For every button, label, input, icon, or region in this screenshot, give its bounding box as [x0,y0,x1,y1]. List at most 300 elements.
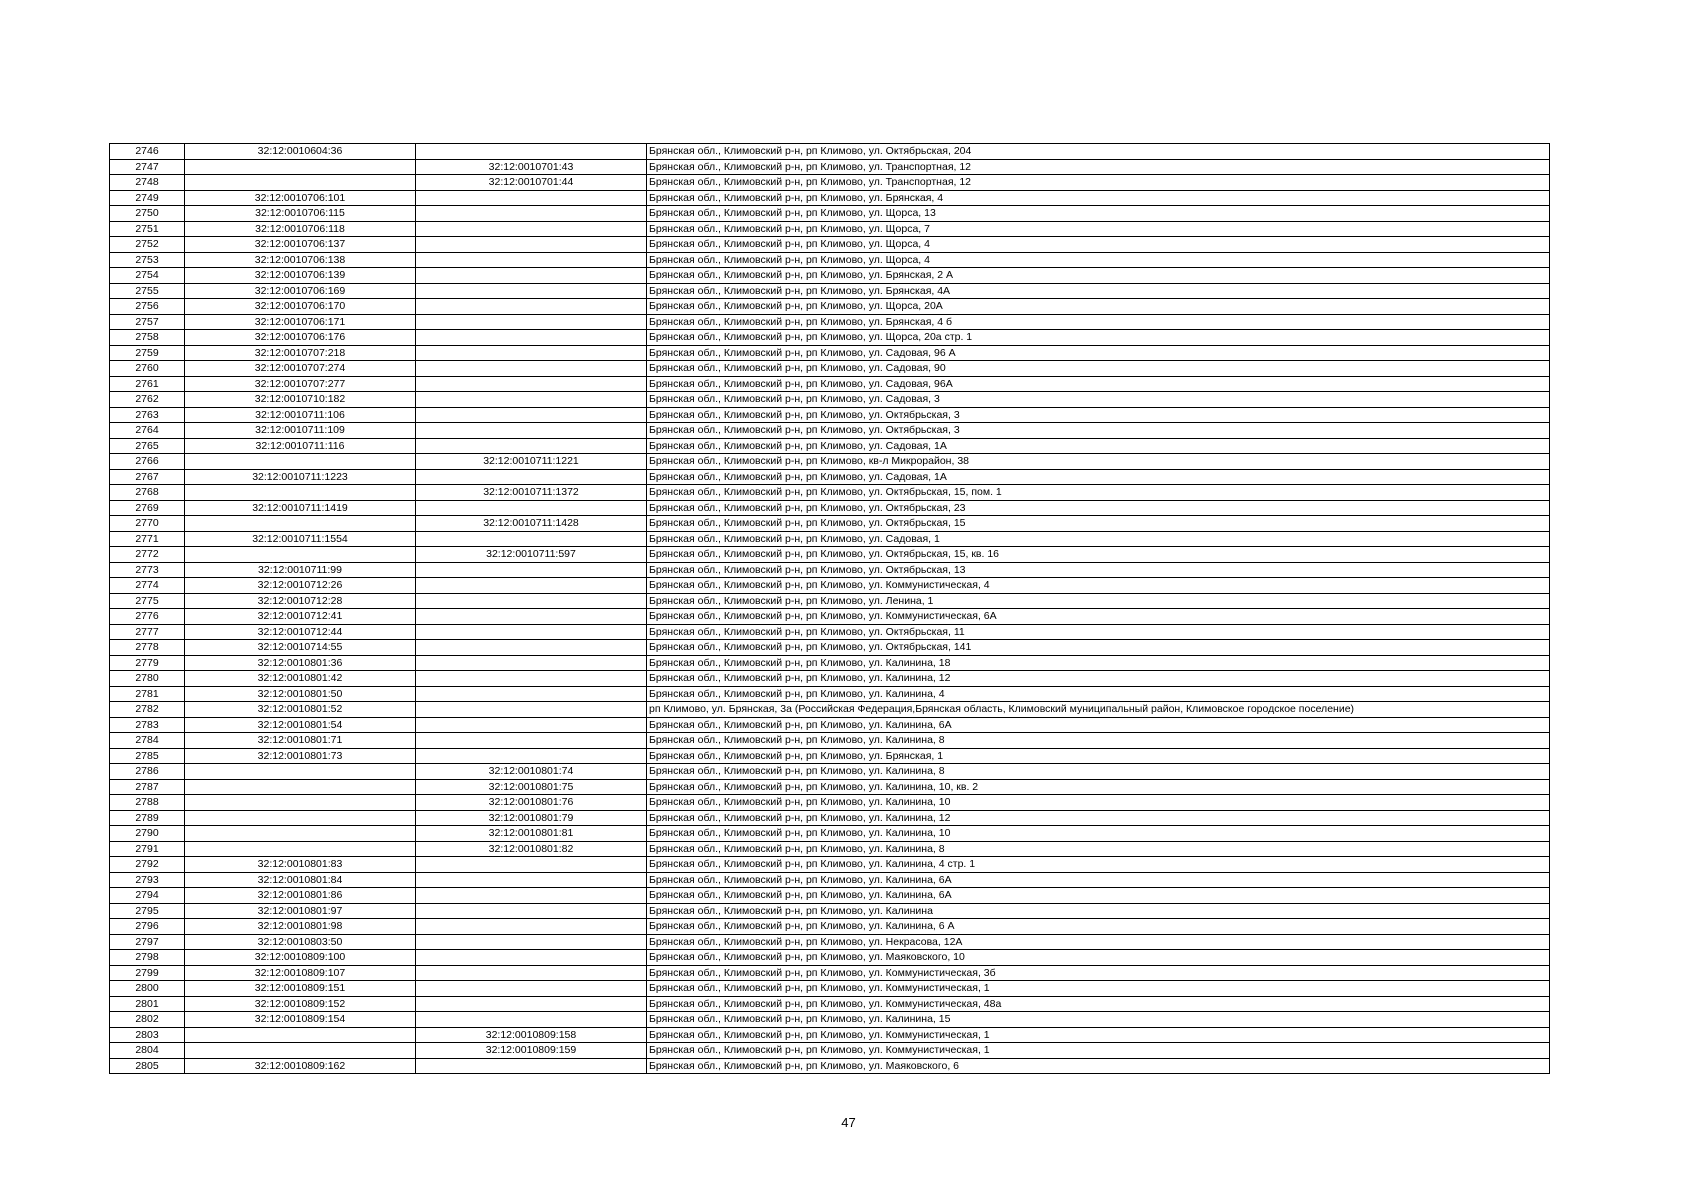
registry-table-body [110,144,1550,1074]
address-cell: Брянская обл., Климовский р-н, рп Климово, ул. Калинина, 4 стр. 1 [647,857,1550,873]
cadastral-number-secondary-cell [416,407,647,423]
cadastral-number-primary-cell: 32:12:0010809:154 [185,1012,416,1028]
cadastral-number-primary-cell: 32:12:0010711:99 [185,562,416,578]
address-cell: Брянская обл., Климовский р-н, рп Климово, ул. Транспортная, 12 [647,159,1550,175]
cadastral-number-primary-cell: 32:12:0010803:50 [185,934,416,950]
table-row [110,531,1550,547]
cadastral-number-secondary-cell: 32:12:0010801:74 [416,764,647,780]
table-row [110,934,1550,950]
cadastral-number-secondary-cell [416,934,647,950]
cadastral-number-primary-cell [185,516,416,532]
cadastral-number-primary-cell: 32:12:0010801:73 [185,748,416,764]
row-number-cell: 2757 [110,314,185,330]
cadastral-number-primary-cell: 32:12:0010801:52 [185,702,416,718]
cadastral-number-primary-cell: 32:12:0010707:277 [185,376,416,392]
address-cell: Брянская обл., Климовский р-н, рп Климово, ул. Калинина, 12 [647,810,1550,826]
cadastral-number-secondary-cell: 32:12:0010801:76 [416,795,647,811]
cadastral-number-secondary-cell [416,671,647,687]
address-cell: Брянская обл., Климовский р-н, рп Климово, ул. Маяковского, 10 [647,950,1550,966]
row-number-cell: 2754 [110,268,185,284]
cadastral-number-primary-cell: 32:12:0010712:44 [185,624,416,640]
cadastral-number-secondary-cell [416,717,647,733]
row-number-cell: 2758 [110,330,185,346]
cadastral-number-secondary-cell: 32:12:0010809:159 [416,1043,647,1059]
row-number-cell: 2749 [110,190,185,206]
row-number-cell: 2773 [110,562,185,578]
cadastral-number-secondary-cell: 32:12:0010711:1372 [416,485,647,501]
address-cell: Брянская обл., Климовский р-н, рп Климово, кв-л Микрорайон, 38 [647,454,1550,470]
address-cell: Брянская обл., Климовский р-н, рп Климово, ул. Коммунистическая, 1 [647,1043,1550,1059]
cadastral-number-secondary-cell [416,299,647,315]
address-cell: Брянская обл., Климовский р-н, рп Климово, ул. Садовая, 96 А [647,345,1550,361]
cadastral-number-primary-cell: 32:12:0010801:97 [185,903,416,919]
cadastral-number-primary-cell: 32:12:0010707:218 [185,345,416,361]
cadastral-number-primary-cell: 32:12:0010801:98 [185,919,416,935]
table-row [110,624,1550,640]
address-cell: Брянская обл., Климовский р-н, рп Климово, ул. Ленина, 1 [647,593,1550,609]
address-cell: Брянская обл., Климовский р-н, рп Климово, ул. Октябрьская, 15, пом. 1 [647,485,1550,501]
row-number-cell: 2764 [110,423,185,439]
registry-table [109,143,1550,1074]
table-row [110,748,1550,764]
table-row [110,562,1550,578]
address-cell: рп Климово, ул. Брянская, 3а (Российская Федерация,Брянская область, Климовский муниципальный район, Климовское городское поселение) [647,702,1550,718]
cadastral-number-secondary-cell: 32:12:0010711:1428 [416,516,647,532]
table-row [110,237,1550,253]
cadastral-number-primary-cell: 32:12:0010712:26 [185,578,416,594]
cadastral-number-secondary-cell [416,237,647,253]
row-number-cell: 2747 [110,159,185,175]
row-number-cell: 2791 [110,841,185,857]
row-number-cell: 2760 [110,361,185,377]
address-cell: Брянская обл., Климовский р-н, рп Климово, ул. Щорса, 13 [647,206,1550,222]
address-cell: Брянская обл., Климовский р-н, рп Климово, ул. Октябрьская, 3 [647,423,1550,439]
cadastral-number-secondary-cell [416,562,647,578]
row-number-cell: 2801 [110,996,185,1012]
table-row [110,485,1550,501]
address-cell: Брянская обл., Климовский р-н, рп Климово, ул. Брянская, 1 [647,748,1550,764]
address-cell: Брянская обл., Климовский р-н, рп Климово, ул. Октябрьская, 13 [647,562,1550,578]
address-cell: Брянская обл., Климовский р-н, рп Климово, ул. Октябрьская, 141 [647,640,1550,656]
cadastral-number-secondary-cell [416,872,647,888]
table-row [110,996,1550,1012]
cadastral-number-primary-cell: 32:12:0010706:170 [185,299,416,315]
cadastral-number-primary-cell: 32:12:0010711:1223 [185,469,416,485]
row-number-cell: 2800 [110,981,185,997]
cadastral-number-secondary-cell [416,981,647,997]
table-row [110,376,1550,392]
table-row [110,702,1550,718]
cadastral-number-primary-cell: 32:12:0010809:107 [185,965,416,981]
address-cell: Брянская обл., Климовский р-н, рп Климово, ул. Садовая, 1А [647,438,1550,454]
row-number-cell: 2750 [110,206,185,222]
cadastral-number-secondary-cell [416,1012,647,1028]
cadastral-number-secondary-cell [416,593,647,609]
table-row [110,733,1550,749]
address-cell: Брянская обл., Климовский р-н, рп Климово, ул. Калинина, 6А [647,888,1550,904]
cadastral-number-primary-cell: 32:12:0010801:86 [185,888,416,904]
address-cell: Брянская обл., Климовский р-н, рп Климово, ул. Садовая, 90 [647,361,1550,377]
cadastral-number-primary-cell: 32:12:0010707:274 [185,361,416,377]
cadastral-number-primary-cell: 32:12:0010712:41 [185,609,416,625]
cadastral-number-secondary-cell [416,361,647,377]
cadastral-number-secondary-cell: 32:12:0010801:81 [416,826,647,842]
row-number-cell: 2772 [110,547,185,563]
address-cell: Брянская обл., Климовский р-н, рп Климово, ул. Брянская, 4 б [647,314,1550,330]
row-number-cell: 2782 [110,702,185,718]
cadastral-number-secondary-cell: 32:12:0010701:43 [416,159,647,175]
row-number-cell: 2788 [110,795,185,811]
address-cell: Брянская обл., Климовский р-н, рп Климово, ул. Маяковского, 6 [647,1058,1550,1074]
address-cell: Брянская обл., Климовский р-н, рп Климово, ул. Транспортная, 12 [647,175,1550,191]
address-cell: Брянская обл., Климовский р-н, рп Климово, ул. Брянская, 2 А [647,268,1550,284]
row-number-cell: 2769 [110,500,185,516]
table-row [110,206,1550,222]
table-row [110,671,1550,687]
cadastral-number-primary-cell [185,547,416,563]
row-number-cell: 2748 [110,175,185,191]
cadastral-number-secondary-cell [416,996,647,1012]
table-row [110,810,1550,826]
table-row [110,159,1550,175]
table-row [110,640,1550,656]
page-number: 47 [841,1115,856,1130]
address-cell: Брянская обл., Климовский р-н, рп Климово, ул. Калинина, 8 [647,733,1550,749]
cadastral-number-primary-cell: 32:12:0010711:109 [185,423,416,439]
table-row [110,826,1550,842]
row-number-cell: 2778 [110,640,185,656]
address-cell: Брянская обл., Климовский р-н, рп Климово, ул. Октябрьская, 23 [647,500,1550,516]
cadastral-number-primary-cell [185,454,416,470]
table-row [110,516,1550,532]
table-row [110,314,1550,330]
cadastral-number-primary-cell: 32:12:0010706:169 [185,283,416,299]
cadastral-number-secondary-cell [416,640,647,656]
cadastral-number-secondary-cell [416,531,647,547]
cadastral-number-primary-cell: 32:12:0010706:138 [185,252,416,268]
cadastral-number-secondary-cell [416,392,647,408]
address-cell: Брянская обл., Климовский р-н, рп Климово, ул. Калинина, 10, кв. 2 [647,779,1550,795]
table-row [110,609,1550,625]
cadastral-number-primary-cell: 32:12:0010809:100 [185,950,416,966]
cadastral-number-secondary-cell [416,733,647,749]
cadastral-number-secondary-cell [416,857,647,873]
cadastral-number-secondary-cell: 32:12:0010711:597 [416,547,647,563]
address-cell: Брянская обл., Климовский р-н, рп Климово, ул. Октябрьская, 11 [647,624,1550,640]
cadastral-number-primary-cell [185,841,416,857]
cadastral-number-secondary-cell [416,469,647,485]
table-row [110,1012,1550,1028]
row-number-cell: 2784 [110,733,185,749]
address-cell: Брянская обл., Климовский р-н, рп Климово, ул. Садовая, 96А [647,376,1550,392]
cadastral-number-primary-cell: 32:12:0010801:84 [185,872,416,888]
row-number-cell: 2761 [110,376,185,392]
address-cell: Брянская обл., Климовский р-н, рп Климово, ул. Калинина, 10 [647,795,1550,811]
cadastral-number-primary-cell [185,779,416,795]
cadastral-number-secondary-cell [416,206,647,222]
table-row [110,500,1550,516]
address-cell: Брянская обл., Климовский р-н, рп Климово, ул. Калинина, 4 [647,686,1550,702]
address-cell: Брянская обл., Климовский р-н, рп Климово, ул. Калинина [647,903,1550,919]
row-number-cell: 2765 [110,438,185,454]
address-cell: Брянская обл., Климовский р-н, рп Климово, ул. Калинина, 6 А [647,919,1550,935]
table-row [110,1027,1550,1043]
row-number-cell: 2799 [110,965,185,981]
cadastral-number-primary-cell: 32:12:0010711:106 [185,407,416,423]
row-number-cell: 2774 [110,578,185,594]
table-row [110,299,1550,315]
row-number-cell: 2762 [110,392,185,408]
table-row [110,857,1550,873]
address-cell: Брянская обл., Климовский р-н, рп Климово, ул. Садовая, 1 [647,531,1550,547]
cadastral-number-secondary-cell: 32:12:0010801:79 [416,810,647,826]
cadastral-number-secondary-cell [416,314,647,330]
cadastral-number-primary-cell [185,810,416,826]
table-row [110,795,1550,811]
address-cell: Брянская обл., Климовский р-н, рп Климово, ул. Щорса, 7 [647,221,1550,237]
table-row [110,392,1550,408]
table-row [110,981,1550,997]
table-row [110,764,1550,780]
cadastral-number-secondary-cell [416,268,647,284]
cadastral-number-primary-cell: 32:12:0010711:1419 [185,500,416,516]
cadastral-number-secondary-cell [416,144,647,160]
row-number-cell: 2777 [110,624,185,640]
table-row [110,919,1550,935]
cadastral-number-primary-cell [185,1027,416,1043]
address-cell: Брянская обл., Климовский р-н, рп Климово, ул. Октябрьская, 15 [647,516,1550,532]
cadastral-number-secondary-cell: 32:12:0010801:75 [416,779,647,795]
cadastral-number-primary-cell: 32:12:0010809:151 [185,981,416,997]
table-row [110,888,1550,904]
table-row [110,252,1550,268]
cadastral-number-secondary-cell [416,655,647,671]
address-cell: Брянская обл., Климовский р-н, рп Климово, ул. Калинина, 8 [647,841,1550,857]
cadastral-number-primary-cell: 32:12:0010706:101 [185,190,416,206]
table-row [110,330,1550,346]
table-row [110,175,1550,191]
row-number-cell: 2794 [110,888,185,904]
address-cell: Брянская обл., Климовский р-н, рп Климово, ул. Октябрьская, 3 [647,407,1550,423]
cadastral-number-secondary-cell [416,578,647,594]
row-number-cell: 2786 [110,764,185,780]
row-number-cell: 2797 [110,934,185,950]
cadastral-number-secondary-cell [416,686,647,702]
table-row [110,345,1550,361]
table-row [110,903,1550,919]
table-row [110,593,1550,609]
cadastral-number-secondary-cell [416,221,647,237]
cadastral-number-secondary-cell [416,252,647,268]
address-cell: Брянская обл., Климовский р-н, рп Климово, ул. Калинина, 15 [647,1012,1550,1028]
cadastral-number-primary-cell: 32:12:0010711:116 [185,438,416,454]
row-number-cell: 2802 [110,1012,185,1028]
row-number-cell: 2779 [110,655,185,671]
cadastral-number-primary-cell [185,795,416,811]
cadastral-number-secondary-cell [416,702,647,718]
row-number-cell: 2771 [110,531,185,547]
cadastral-number-primary-cell [185,1043,416,1059]
cadastral-number-primary-cell: 32:12:0010809:152 [185,996,416,1012]
cadastral-number-primary-cell [185,175,416,191]
address-cell: Брянская обл., Климовский р-н, рп Климово, ул. Калинина, 8 [647,764,1550,780]
row-number-cell: 2756 [110,299,185,315]
cadastral-number-secondary-cell [416,919,647,935]
cadastral-number-primary-cell: 32:12:0010801:50 [185,686,416,702]
cadastral-number-primary-cell: 32:12:0010706:139 [185,268,416,284]
address-cell: Брянская обл., Климовский р-н, рп Климово, ул. Коммунистическая, 1 [647,981,1550,997]
cadastral-number-secondary-cell [416,345,647,361]
address-cell: Брянская обл., Климовский р-н, рп Климово, ул. Щорса, 4 [647,252,1550,268]
address-cell: Брянская обл., Климовский р-н, рп Климово, ул. Некрасова, 12А [647,934,1550,950]
address-cell: Брянская обл., Климовский р-н, рп Климово, ул. Калинина, 6А [647,872,1550,888]
cadastral-number-secondary-cell [416,903,647,919]
cadastral-number-primary-cell: 32:12:0010801:83 [185,857,416,873]
table-row [110,361,1550,377]
cadastral-number-primary-cell: 32:12:0010711:1554 [185,531,416,547]
cadastral-number-primary-cell [185,826,416,842]
table-row [110,221,1550,237]
address-cell: Брянская обл., Климовский р-н, рп Климово, ул. Щорса, 20а стр. 1 [647,330,1550,346]
row-number-cell: 2775 [110,593,185,609]
address-cell: Брянская обл., Климовский р-н, рп Климово, ул. Коммунистическая, 3б [647,965,1550,981]
table-row [110,144,1550,160]
cadastral-number-secondary-cell: 32:12:0010801:82 [416,841,647,857]
row-number-cell: 2752 [110,237,185,253]
table-row [110,841,1550,857]
table-row [110,454,1550,470]
cadastral-number-secondary-cell [416,624,647,640]
address-cell: Брянская обл., Климовский р-н, рп Климово, ул. Коммунистическая, 48а [647,996,1550,1012]
cadastral-number-primary-cell: 32:12:0010706:137 [185,237,416,253]
cadastral-number-secondary-cell [416,283,647,299]
table-row [110,190,1550,206]
cadastral-number-secondary-cell [416,950,647,966]
cadastral-number-secondary-cell: 32:12:0010701:44 [416,175,647,191]
address-cell: Брянская обл., Климовский р-н, рп Климово, ул. Брянская, 4 [647,190,1550,206]
table-row [110,950,1550,966]
address-cell: Брянская обл., Климовский р-н, рп Климово, ул. Калинина, 10 [647,826,1550,842]
table-row [110,686,1550,702]
cadastral-number-secondary-cell: 32:12:0010711:1221 [416,454,647,470]
address-cell: Брянская обл., Климовский р-н, рп Климово, ул. Садовая, 3 [647,392,1550,408]
table-row [110,1043,1550,1059]
cadastral-number-secondary-cell [416,1058,647,1074]
cadastral-number-secondary-cell [416,438,647,454]
row-number-cell: 2803 [110,1027,185,1043]
row-number-cell: 2787 [110,779,185,795]
cadastral-number-secondary-cell [416,965,647,981]
cadastral-number-primary-cell [185,764,416,780]
row-number-cell: 2795 [110,903,185,919]
table-row [110,655,1550,671]
cadastral-number-secondary-cell [416,330,647,346]
row-number-cell: 2781 [110,686,185,702]
cadastral-number-primary-cell: 32:12:0010801:71 [185,733,416,749]
row-number-cell: 2768 [110,485,185,501]
table-row [110,407,1550,423]
table-row [110,965,1550,981]
row-number-cell: 2780 [110,671,185,687]
cadastral-number-secondary-cell: 32:12:0010809:158 [416,1027,647,1043]
table-row [110,268,1550,284]
cadastral-number-secondary-cell [416,190,647,206]
cadastral-number-secondary-cell [416,609,647,625]
row-number-cell: 2783 [110,717,185,733]
cadastral-number-secondary-cell [416,376,647,392]
row-number-cell: 2798 [110,950,185,966]
row-number-cell: 2790 [110,826,185,842]
row-number-cell: 2763 [110,407,185,423]
table-row [110,872,1550,888]
cadastral-number-secondary-cell [416,423,647,439]
row-number-cell: 2793 [110,872,185,888]
cadastral-number-primary-cell: 32:12:0010706:115 [185,206,416,222]
cadastral-number-primary-cell: 32:12:0010714:55 [185,640,416,656]
cadastral-number-primary-cell: 32:12:0010706:171 [185,314,416,330]
row-number-cell: 2755 [110,283,185,299]
cadastral-number-secondary-cell [416,888,647,904]
row-number-cell: 2776 [110,609,185,625]
cadastral-number-primary-cell: 32:12:0010801:42 [185,671,416,687]
table-row [110,717,1550,733]
cadastral-number-primary-cell: 32:12:0010706:176 [185,330,416,346]
cadastral-number-primary-cell: 32:12:0010801:54 [185,717,416,733]
row-number-cell: 2766 [110,454,185,470]
cadastral-number-primary-cell: 32:12:0010706:118 [185,221,416,237]
table-row [110,547,1550,563]
row-number-cell: 2751 [110,221,185,237]
address-cell: Брянская обл., Климовский р-н, рп Климово, ул. Садовая, 1А [647,469,1550,485]
address-cell: Брянская обл., Климовский р-н, рп Климово, ул. Щорса, 20А [647,299,1550,315]
address-cell: Брянская обл., Климовский р-н, рп Климово, ул. Щорса, 4 [647,237,1550,253]
address-cell: Брянская обл., Климовский р-н, рп Климово, ул. Коммунистическая, 4 [647,578,1550,594]
row-number-cell: 2789 [110,810,185,826]
address-cell: Брянская обл., Климовский р-н, рп Климово, ул. Калинина, 18 [647,655,1550,671]
address-cell: Брянская обл., Климовский р-н, рп Климово, ул. Коммунистическая, 1 [647,1027,1550,1043]
table-row [110,423,1550,439]
table-row [110,469,1550,485]
cadastral-number-primary-cell [185,159,416,175]
address-cell: Брянская обл., Климовский р-н, рп Климово, ул. Калинина, 6А [647,717,1550,733]
table-row [110,578,1550,594]
address-cell: Брянская обл., Климовский р-н, рп Климово, ул. Октябрьская, 15, кв. 16 [647,547,1550,563]
table-row [110,779,1550,795]
row-number-cell: 2792 [110,857,185,873]
cadastral-number-primary-cell: 32:12:0010710:182 [185,392,416,408]
table-row [110,1058,1550,1074]
row-number-cell: 2805 [110,1058,185,1074]
row-number-cell: 2804 [110,1043,185,1059]
cadastral-number-secondary-cell [416,748,647,764]
table-row [110,283,1550,299]
cadastral-number-primary-cell: 32:12:0010604:36 [185,144,416,160]
row-number-cell: 2746 [110,144,185,160]
row-number-cell: 2785 [110,748,185,764]
table-row [110,438,1550,454]
cadastral-number-primary-cell: 32:12:0010801:36 [185,655,416,671]
cadastral-number-primary-cell: 32:12:0010809:162 [185,1058,416,1074]
row-number-cell: 2753 [110,252,185,268]
cadastral-number-secondary-cell [416,500,647,516]
address-cell: Брянская обл., Климовский р-н, рп Климово, ул. Октябрьская, 204 [647,144,1550,160]
address-cell: Брянская обл., Климовский р-н, рп Климово, ул. Брянская, 4А [647,283,1550,299]
row-number-cell: 2767 [110,469,185,485]
address-cell: Брянская обл., Климовский р-н, рп Климово, ул. Калинина, 12 [647,671,1550,687]
address-cell: Брянская обл., Климовский р-н, рп Климово, ул. Коммунистическая, 6А [647,609,1550,625]
row-number-cell: 2759 [110,345,185,361]
cadastral-number-primary-cell [185,485,416,501]
